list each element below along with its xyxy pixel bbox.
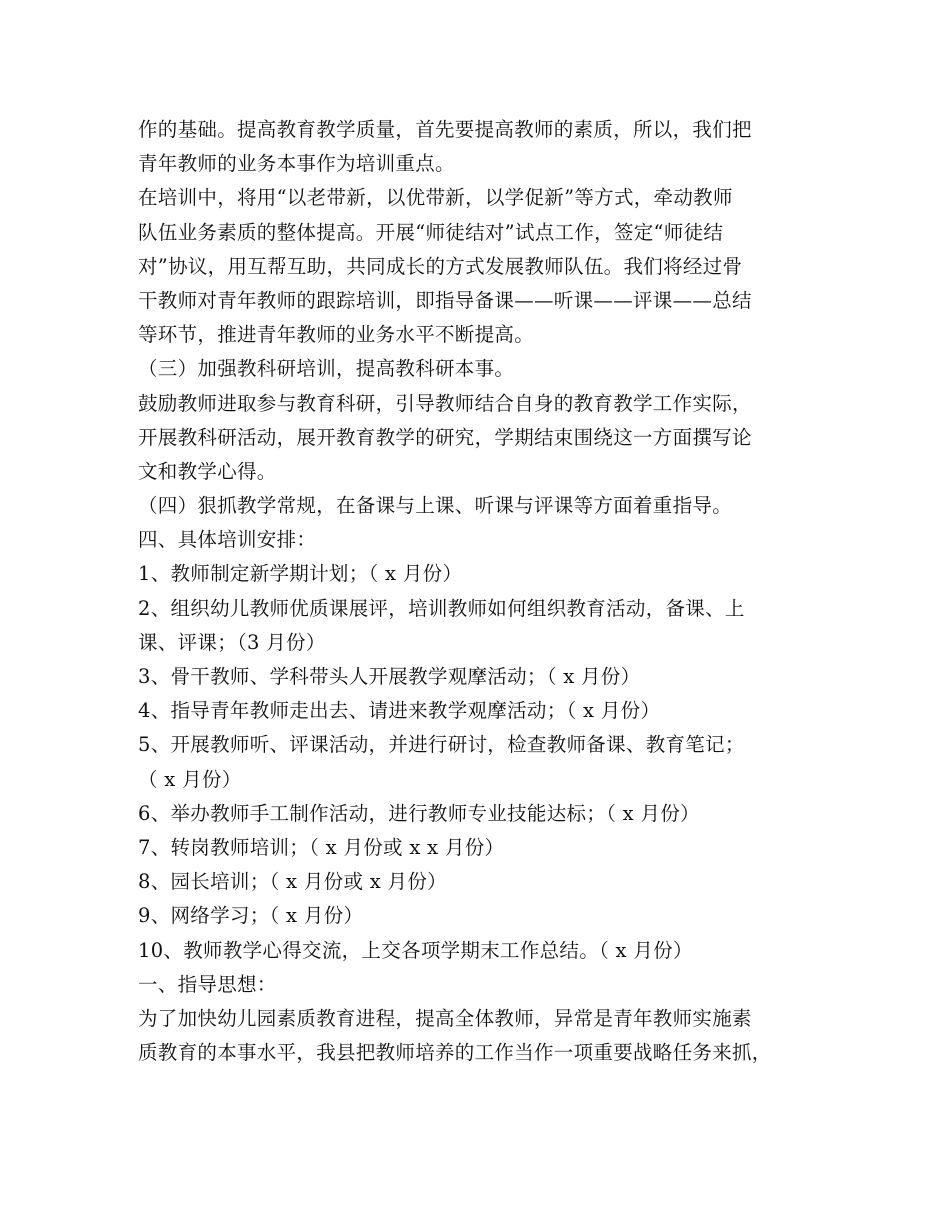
list-item: 3、骨干教师、学科带头人开展教学观摩活动；（ x 月份）	[138, 665, 641, 688]
text-line: 等环节，推进青年教师的业务水平不断提高。	[138, 323, 535, 347]
document-body	[138, 113, 828, 1070]
text-line: 青年教师的业务本事作为培训重点。	[138, 152, 455, 176]
list-item-continuation: （ x 月份）	[138, 767, 242, 791]
list-item: 10、教师教学心得交流，上交各项学期末工作总结。（ x 月份）	[138, 938, 693, 962]
section-heading: 四、具体培训安排：	[138, 528, 317, 552]
list-item: 1、教师制定新学期计划；（ x 月份）	[138, 562, 463, 586]
list-item: 6、举办教师手工制作活动，进行教师专业技能达标；（ x 月份）	[138, 801, 700, 825]
text-line: 干教师对青年教师的跟踪培训，即指导备课——听课——评课——总结	[138, 288, 752, 312]
text-line: 在培训中，将用“以老带新，以优带新，以学促新”等方式，牵动教师	[138, 186, 733, 210]
list-item: 5、开展教师听、评课活动，并进行研讨，检查教师备课、教育笔记；	[138, 733, 745, 757]
text-line: 开展教科研活动，展开教育教学的研究，学期结束围绕这一方面撰写论	[138, 425, 752, 449]
section-heading: （三）加强教科研培训，提高教科研本事。	[138, 357, 515, 381]
list-item: 9、网络学习；（ x 月份）	[138, 904, 364, 928]
section-heading: 一、指导思想：	[138, 972, 277, 996]
list-item: 4、指导青年教师走出去、请进来教学观摩活动；（ x 月份）	[138, 699, 661, 723]
text-line: 队伍业务素质的整体提高。开展“师徒结对”试点工作，签定“师徒结	[138, 220, 724, 244]
text-line: 质教育的本事水平，我县把教师培养的工作当作一项重要战略任务来抓，	[138, 1041, 772, 1065]
list-item: 7、转岗教师培训；（ x 月份或 x x 月份）	[138, 835, 505, 859]
list-item-continuation: 课、评课；（3 月份）	[138, 630, 326, 654]
text-line: 文和教学心得。	[138, 459, 277, 483]
text-line: 对”协议，用互帮互助，共同成长的方式发展教师队伍。我们将经过骨	[138, 254, 743, 278]
text-line: 作的基础。提高教育教学质量，首先要提高教师的素质，所以，我们把	[138, 118, 752, 141]
list-item: 2、组织幼儿教师优质课展评，培训教师如何组织教育活动，备课、上	[138, 596, 745, 620]
text-line: 为了加快幼儿园素质教育进程，提高全体教师，异常是青年教师实施素	[138, 1006, 752, 1030]
text-line: 鼓励教师进取参与教育科研，引导教师结合自身的教育教学工作实际，	[138, 391, 752, 415]
list-item: 8、园长培训；（ x 月份或 x 月份）	[138, 870, 447, 894]
section-heading: （四）狠抓教学常规，在备课与上课、听课与评课等方面着重指导。	[138, 494, 733, 518]
